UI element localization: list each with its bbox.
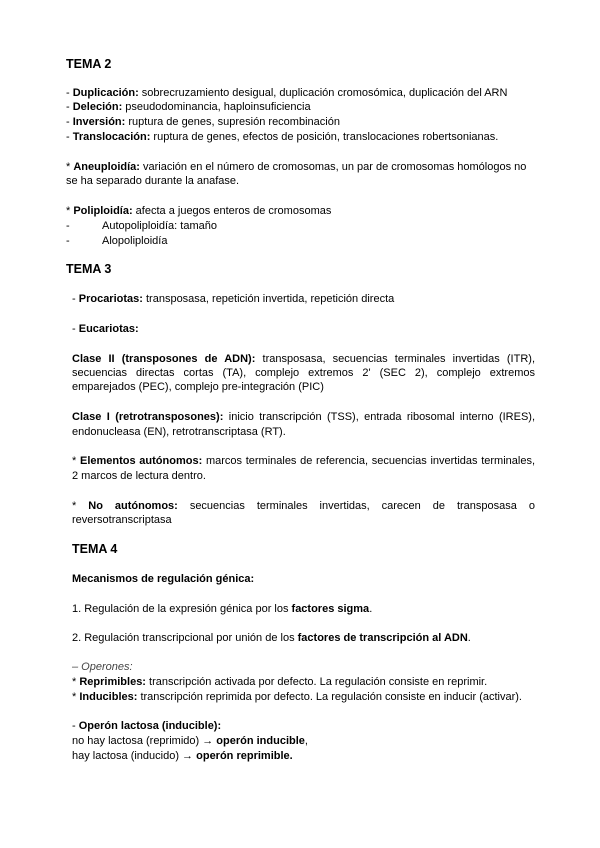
tema2-item-delecion: - Deleción: pseudodominancia, haploinsuficiencia — [66, 101, 311, 113]
tema3-heading: TEMA 3 — [66, 262, 112, 276]
aneuploidia-line2: se ha separado durante la anafase. — [66, 175, 240, 187]
procariotas-line: - Procariotas: transposasa, repetición invertida, repetición directa — [72, 293, 395, 305]
tema4-subtitle: Mecanismos de regulación génica: — [72, 573, 255, 585]
aneuploidia-line1: * Aneuploidía: variación en el número de cromosomas, un par de cromosomas homólogos no — [66, 161, 527, 173]
tema2-item-duplicacion: - Duplicación: sobrecruzamiento desigual, duplicación cromosómica, duplicación del ARN — [66, 87, 508, 99]
clase1-line2: endonucleasa (EN), retrotranscriptasa (RT). — [72, 426, 286, 438]
poliploidia-line: * Poliploidía: afecta a juegos enteros de cromosomas — [66, 205, 332, 217]
poliploidia-subitem: - Alopoliploidía — [66, 235, 168, 247]
operones-label: – Operones: — [72, 661, 133, 673]
clase2-line3: emparejados (PEC), complejo pre-integración (PIC) — [72, 381, 324, 393]
regulacion-item-2: 2. Regulación transcripcional por unión de los factores de transcripción al ADN. — [72, 632, 471, 644]
tema2-heading: TEMA 2 — [66, 57, 112, 71]
tema2-item-translocacion: - Translocación: ruptura de genes, efectos de posición, translocaciones robertsonianas. — [66, 131, 499, 143]
poliploidia-subitem: - Autopoliploidía: tamaño — [66, 220, 217, 232]
regulacion-item-1: 1. Regulación de la expresión génica por los factores sigma. — [72, 603, 373, 615]
clase1-line1: Clase I (retrotransposones): inicio transcripción (TSS), entrada ribosomal interno (IRES), — [72, 411, 535, 423]
operon-lactosa-heading: - Operón lactosa (inducible): — [72, 720, 222, 732]
reprimibles-line: * Reprimibles: transcripción activada por defecto. La regulación consiste en reprimir. — [72, 676, 488, 688]
tema4-heading: TEMA 4 — [72, 542, 118, 556]
no-autonomos-line2: reversotranscriptasa — [72, 514, 172, 526]
clase2-line1: Clase II (transposones de ADN): transposasa, secuencias terminales invertidas (ITR), — [72, 353, 535, 365]
tema2-item-inversion: - Inversión: ruptura de genes, supresión recombinación — [66, 116, 340, 128]
eucariotas-line: - Eucariotas: — [72, 323, 139, 335]
inducibles-line: * Inducibles: transcripción reprimida por defecto. La regulación consiste en inducir (activar). — [72, 691, 522, 703]
autonomos-line1: * Elementos autónomos: marcos terminales de referencia, secuencias invertidas terminales, — [72, 455, 536, 467]
operon-lactosa-line1: no hay lactosa (reprimido) → operón inducible, — [72, 735, 308, 747]
no-autonomos-line1: * No autónomos: secuencias terminales invertidas, carecen de transposasa o — [72, 500, 535, 512]
clase2-line2: secuencias directas cortas (TA), complejo extremos 2' (SEC 2), complejo extremos — [72, 367, 535, 379]
autonomos-line2: 2 marcos de lectura dentro. — [72, 470, 206, 482]
operon-lactosa-line2: hay lactosa (inducido) → operón reprimible. — [72, 750, 293, 762]
